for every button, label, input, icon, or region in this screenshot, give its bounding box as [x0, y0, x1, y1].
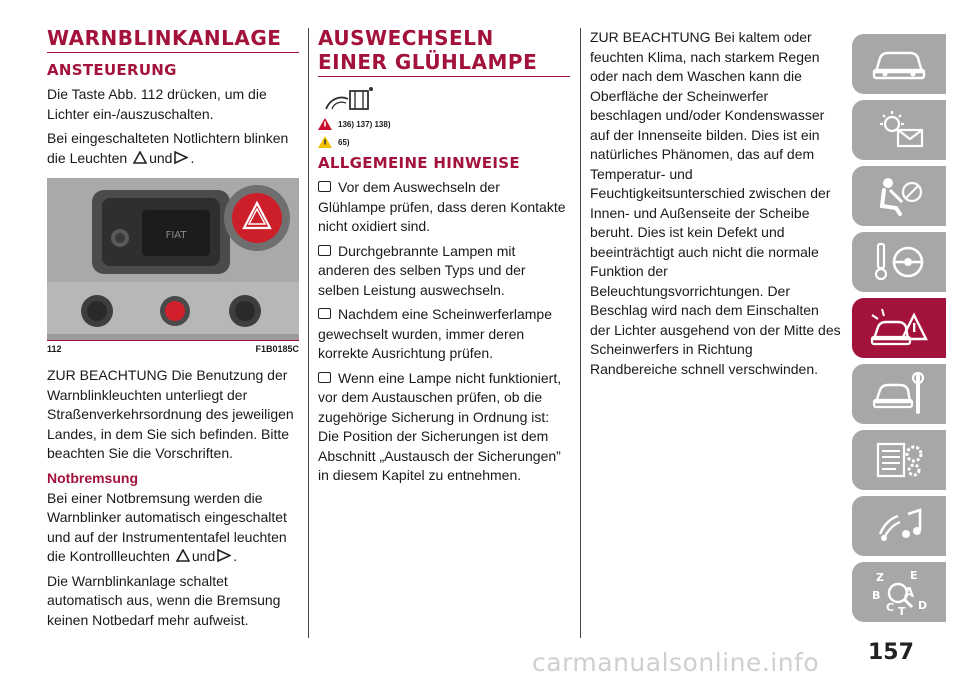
bullet-item — [318, 305, 570, 364]
column-divider — [580, 28, 581, 638]
chapter-tab-starting-driving[interactable] — [852, 232, 946, 292]
section-title-line2: EINER GLÜHLAMPE — [318, 50, 538, 74]
bullet-item — [318, 369, 570, 486]
car-icon — [870, 44, 928, 84]
title-rule — [318, 76, 570, 77]
paragraph-auto-off: Die Warnblinkanlage schaltet automatisch aus, wenn die Bremsung keinen Notbedarf mehr aufweist. — [47, 572, 281, 628]
caution-ref-text: 65) — [338, 137, 350, 147]
svg-text:C: C — [886, 601, 895, 614]
airbag-seat-icon — [870, 174, 928, 218]
chapter-tab-safety[interactable] — [852, 166, 946, 226]
bullet-text: Vor dem Auswechseln der Glühlampe prüfen, dass deren Kontakte nicht oxidiert sind. — [318, 179, 566, 234]
hazard-button-photo — [47, 178, 299, 340]
eco-bulb-icon — [322, 85, 376, 113]
text: . — [190, 149, 195, 166]
svg-text:D: D — [918, 599, 928, 612]
bullet-icon — [318, 181, 331, 192]
chapter-tab-specs[interactable] — [852, 430, 946, 490]
section-title-warnblinkanlage: WARNBLINKANLAGE — [47, 26, 282, 50]
chapter-tab-maintenance[interactable] — [852, 364, 946, 424]
breakdown-icon — [868, 305, 930, 351]
text: und — [149, 149, 173, 166]
bullet-icon — [318, 245, 331, 256]
turn-signal-right-icon — [217, 549, 231, 562]
figure-dashboard-photo — [47, 178, 299, 340]
column-note — [590, 28, 842, 384]
paragraph-condensation-note: ZUR BEACHTUNG Bei kaltem oder feuchten Klima, nach starkem Regen oder nach dem Waschen kann die Oberfläche der Scheinwerfer beschlagen und/oder Kondenswasser auf der Innenseite bilden. Dies ist ein natürliches Phänomen, das auf dem Temperatur- und Feuchtigkeitsunterschied zwischen der Innen- und Außenseite der Scheibe beruht. Dies ist kein Defekt und beeinträchtigt auch nicht die normale Funktion der Beleuchtungsvorrichtungen. Der Beschlag wird nach dem Einschalten der Lichter ausgehend von der Mitte des Scheinwerfers in Richtung Randbereiche schnell verschwinden. — [590, 29, 841, 377]
text: . — [233, 548, 238, 564]
warning-refs — [318, 118, 570, 130]
column-auswechseln — [318, 28, 570, 491]
svg-text:T: T — [898, 605, 906, 617]
bullet-icon — [318, 372, 331, 383]
bullet-text: Durchgebrannte Lampen mit anderen des selben Typs und der selben Leistung auswechseln. — [318, 242, 526, 298]
bullet-item — [318, 178, 570, 237]
turn-signal-right-icon — [174, 151, 188, 164]
chapter-sidebar — [852, 34, 946, 628]
key-steering-icon — [870, 240, 928, 284]
text: Bei einer Notbremsung werden die Warnblinker automatisch eingeschaltet und auf der Instrumententafel leuchten die Kontrollleuchten — [47, 489, 287, 564]
figure-code: F1B0185C — [255, 344, 299, 354]
figure-number: 112 — [47, 344, 62, 354]
warning-lights-icon — [870, 108, 928, 152]
text: Bei eingeschalteten Notlichtern blinken die Leuchten — [47, 130, 289, 166]
paragraph-note-law: ZUR BEACHTUNG Die Benutzung der Warnblinkleuchten unterliegt der Straßenverkehrsordnung des jeweiligen Landes, in dem Sie sich befinden. Bitte beachten Sie die Vorschriften. — [47, 367, 294, 461]
figure-caption — [47, 340, 299, 354]
paragraph-emergency-braking — [47, 489, 299, 567]
svg-text:B: B — [872, 589, 881, 602]
chapter-tab-index[interactable] — [852, 562, 946, 622]
svg-text:A: A — [904, 586, 915, 601]
title-rule — [47, 52, 299, 53]
subsection-allgemeine-hinweise: ALLGEMEINE HINWEISE — [318, 154, 520, 172]
warning-icon — [318, 118, 332, 130]
column-divider — [308, 28, 309, 638]
column-warnblinkanlage — [47, 28, 299, 635]
bullet-text: Wenn eine Lampe nicht funktioniert, vor dem Austauschen prüfen, ob die zugehörige Sicherung in Ordnung ist: Die Position der Sicherungen ist dem Abschnitt „Austausch der Sicherungen” in diesem Kapitel zu entnehmen. — [318, 369, 562, 483]
bullet-icon — [318, 308, 331, 319]
page-number: 157 — [868, 640, 914, 665]
chapter-tab-warning-lights[interactable] — [852, 100, 946, 160]
bullet-text: Nachdem eine Scheinwerferlampe gewechselt wurden, immer deren korrekte Ausrichtung prüfen. — [318, 306, 552, 361]
caution-refs — [318, 136, 570, 148]
maintenance-icon — [870, 372, 928, 416]
warning-ref-text: 136) 137) 138) — [338, 119, 391, 129]
subsection-ansteuerung: ANSTEUERUNG — [47, 61, 177, 79]
subsection-notbremsung: Notbremsung — [47, 469, 138, 486]
svg-text:Z: Z — [876, 571, 884, 584]
index-icon — [868, 567, 930, 617]
caution-icon — [318, 136, 332, 148]
paragraph-press-button: Die Taste Abb. 112 drücken, um die Lichter ein-/auszuschalten. — [47, 86, 267, 122]
watermark: carmanualsonline.info — [532, 648, 820, 677]
specs-icon — [870, 438, 928, 482]
section-title-line1: AUSWECHSELN — [318, 26, 494, 50]
paragraph-lights-blink — [47, 129, 299, 168]
text: und — [191, 548, 216, 564]
chapter-tab-car[interactable] — [852, 34, 946, 94]
bullet-item — [318, 242, 570, 301]
turn-signal-left-icon — [133, 151, 147, 164]
chapter-tab-emergency[interactable] — [852, 298, 946, 358]
turn-signal-left-icon — [176, 549, 190, 562]
multimedia-icon — [870, 504, 928, 548]
svg-text:FIAT: FIAT — [165, 230, 187, 241]
svg-text:E: E — [910, 569, 918, 582]
chapter-tab-multimedia[interactable] — [852, 496, 946, 556]
